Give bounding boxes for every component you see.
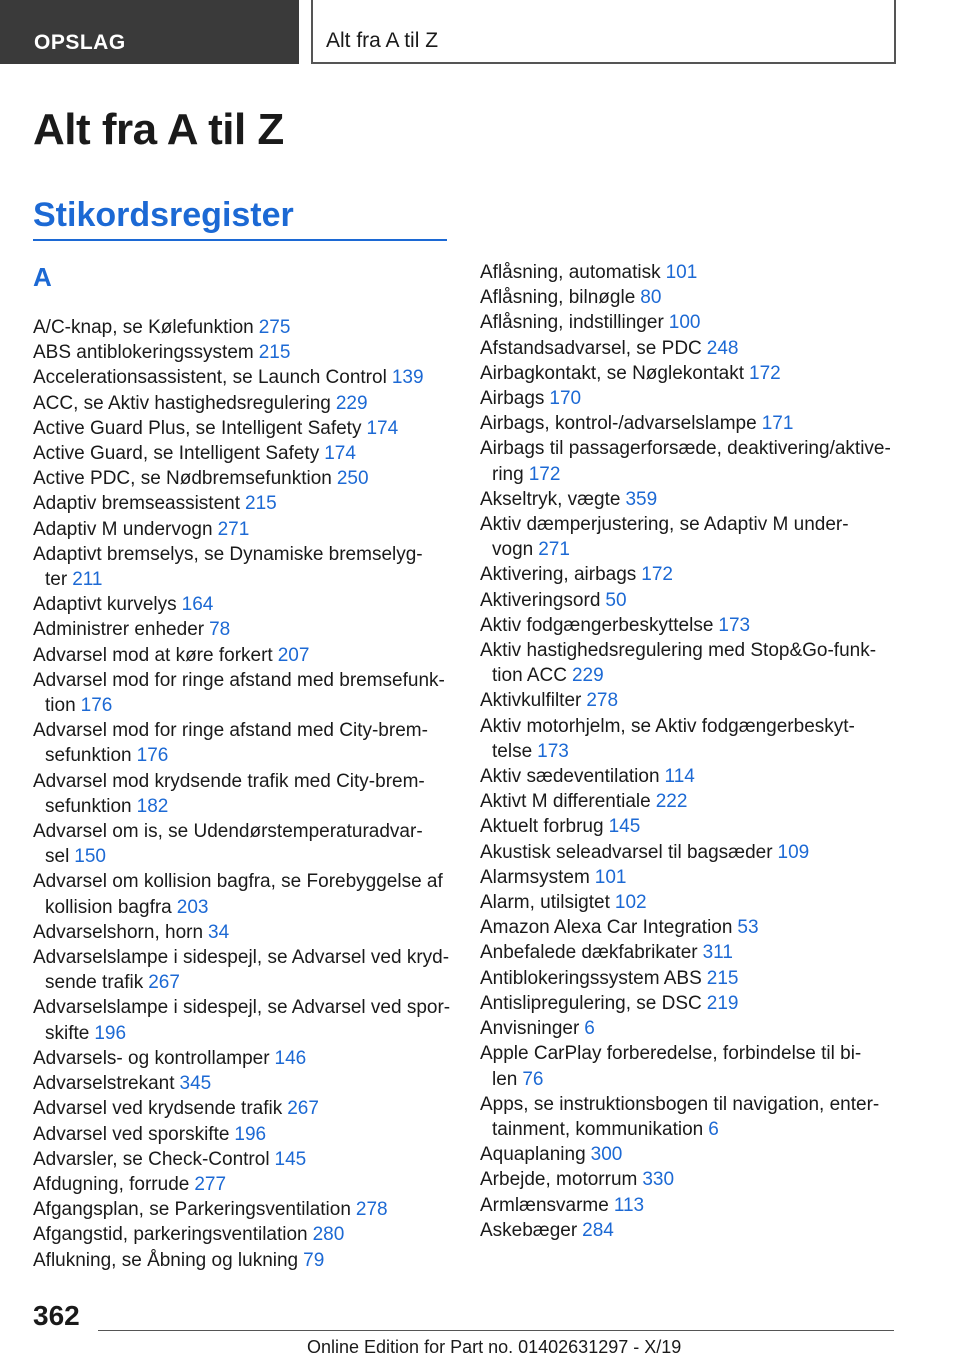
index-entry <box>480 285 900 310</box>
page-number: 362 <box>33 1300 80 1331</box>
page-reference-link[interactable]: 6 <box>584 1018 595 1040</box>
index-entry-text: Aktiveringsord <box>480 589 601 611</box>
index-entry-text: Aquaplaning <box>480 1144 586 1166</box>
index-entry-text: Aktivkulfilter <box>480 690 582 712</box>
index-entry-text: ter <box>45 569 68 591</box>
index-entry <box>33 1046 453 1071</box>
page-reference-link[interactable]: 109 <box>777 841 810 863</box>
index-entry <box>33 1071 453 1096</box>
index-entry-text: ABS antiblokeringssystem <box>33 342 254 364</box>
index-entry-text: Anvisninger <box>480 1018 580 1040</box>
page-reference-link[interactable]: 196 <box>234 1123 267 1145</box>
index-entry-text: Armlænsvarme <box>480 1194 609 1216</box>
index-entry-text: Adaptiv M undervogn <box>33 518 213 540</box>
index-entry <box>33 365 453 390</box>
index-entry <box>33 668 453 718</box>
page-reference-link[interactable]: 146 <box>274 1047 307 1069</box>
index-entry <box>480 1167 900 1192</box>
index-entry <box>33 1172 453 1197</box>
index-entry-text: sende trafik <box>45 972 144 994</box>
index-entry-text: Airbags, kontrol-/advarselslampe <box>480 413 757 435</box>
page-reference-link[interactable]: 215 <box>245 493 277 515</box>
index-entry-text: Airbags <box>480 388 545 410</box>
index-entry-text: Aflåsning, indstillinger <box>480 312 664 334</box>
index-entry <box>480 588 900 613</box>
index-entry-text: Active Guard, se Intelligent Safety <box>33 443 320 465</box>
index-entry <box>480 512 900 562</box>
index-entry <box>480 1092 900 1142</box>
index-entry-text: Aflukning, se Åbning og lukning <box>33 1249 299 1271</box>
page-reference-link[interactable]: 172 <box>641 564 673 586</box>
index-entry <box>480 991 900 1016</box>
page-reference-link[interactable]: 139 <box>391 367 424 389</box>
index-entry <box>480 966 900 991</box>
index-entry <box>33 819 453 869</box>
index-entry-text: Advarsel mod at køre forkert <box>33 644 273 666</box>
index-entry-text: tainment, kommunikation <box>492 1118 704 1140</box>
index-entry <box>480 336 900 361</box>
index-entry-text: Arbejde, motorrum <box>480 1169 638 1191</box>
index-entry-text: Aktiv sædeventilation <box>480 766 660 788</box>
index-entry-text: Adaptivt kurvelys <box>33 594 177 616</box>
index-entry-text: Antiblokeringssystem ABS <box>480 967 702 989</box>
index-entry-text: Advarsel ved krydsende trafik <box>33 1098 283 1120</box>
page-reference-link[interactable]: 145 <box>608 816 641 838</box>
page-reference-link[interactable]: 311 <box>702 942 733 964</box>
page-reference-link[interactable]: 278 <box>355 1199 388 1221</box>
index-entry <box>33 869 453 919</box>
page-reference-link[interactable]: 267 <box>148 972 180 994</box>
index-entry <box>33 718 453 768</box>
index-entry <box>33 1248 453 1273</box>
page-reference-link[interactable]: 203 <box>176 896 209 918</box>
page-reference-link[interactable]: 172 <box>749 362 781 384</box>
index-column-right <box>480 260 900 1243</box>
index-letter-heading: A <box>33 262 52 292</box>
index-entry <box>480 1193 900 1218</box>
index-entry <box>480 688 900 713</box>
page-reference-link[interactable]: 172 <box>528 463 561 485</box>
index-entry-text: Advarsel mod for ringe afstand med bremsefunk- <box>33 669 445 691</box>
index-column-left <box>33 315 453 1273</box>
page-reference-link[interactable]: 78 <box>209 619 231 641</box>
index-entry <box>33 1147 453 1172</box>
index-entry <box>480 1142 900 1167</box>
index-entry-text: Alarmsystem <box>480 866 590 888</box>
index-entry-text: Amazon Alexa Car Integration <box>480 917 733 939</box>
index-entry-text: Aflåsning, bilnøgle <box>480 287 636 309</box>
index-entry-text: Airbagkontakt, se Nøglekontakt <box>480 362 745 384</box>
index-entry-text: Administrer enheder <box>33 619 205 641</box>
page-reference-link[interactable]: 215 <box>706 967 739 989</box>
index-entry-text: Akustisk seleadvarsel til bagsæder <box>480 841 773 863</box>
index-entry-text: Aktiv hastighedsregulering med Stop&Go-funk- <box>480 640 877 662</box>
page-reference-link[interactable]: 173 <box>537 740 569 762</box>
index-entry-text: Active Guard Plus, se Intelligent Safety <box>33 417 362 439</box>
footer-divider <box>98 1330 894 1331</box>
page-reference-link[interactable]: 170 <box>549 388 582 410</box>
page-reference-link[interactable]: 211 <box>72 569 103 591</box>
page-reference-link[interactable]: 280 <box>312 1224 345 1246</box>
index-entry <box>480 638 900 688</box>
index-entry-text: tion ACC <box>492 665 567 687</box>
page-reference-link[interactable]: 102 <box>614 892 647 914</box>
index-entry-text: Aktiv dæmperjustering, se Adaptiv M under- <box>480 514 849 536</box>
index-entry <box>33 517 453 542</box>
page-reference-link[interactable]: 174 <box>324 443 356 465</box>
section-tab: OPSLAG <box>0 0 299 64</box>
index-entry <box>480 814 900 839</box>
page-reference-link[interactable]: 164 <box>181 594 214 616</box>
page-reference-link[interactable]: 207 <box>277 644 310 666</box>
index-entry <box>33 416 453 441</box>
index-entry <box>480 865 900 890</box>
index-entry-text: Aktiv motorhjelm, se Aktiv fodgængerbeskyt- <box>480 715 855 737</box>
page-reference-link[interactable]: 101 <box>594 866 627 888</box>
page-reference-link[interactable]: 150 <box>74 846 106 868</box>
index-entry-text: telse <box>492 740 533 762</box>
index-entry-text: Airbags til passagerforsæde, deaktivering/aktive- <box>480 438 891 460</box>
index-entry-text: Aktivering, airbags <box>480 564 637 586</box>
index-entry-text: sefunktion <box>45 745 132 767</box>
page-reference-link[interactable]: 271 <box>217 518 250 540</box>
index-entry-text: Afstandsadvarsel, se PDC <box>480 337 702 359</box>
page-reference-link[interactable]: 114 <box>664 766 695 788</box>
page-reference-link[interactable]: 359 <box>625 488 658 510</box>
index-entry <box>480 915 900 940</box>
index-entry <box>33 769 453 819</box>
index-entry <box>480 436 900 486</box>
page-reference-link[interactable]: 300 <box>590 1144 623 1166</box>
page-reference-link[interactable]: 196 <box>94 1022 127 1044</box>
index-entry <box>480 714 900 764</box>
index-entry <box>480 310 900 335</box>
page-reference-link[interactable]: 100 <box>668 312 701 334</box>
index-entry-text: tion <box>45 695 76 717</box>
index-entry <box>33 315 453 340</box>
index-entry-text: Advarsels- og kontrollamper <box>33 1047 270 1069</box>
section-divider <box>33 239 447 241</box>
index-entry-text: Adaptivt bremselys, se Dynamiske bremselyg- <box>33 543 423 565</box>
index-entry <box>33 1122 453 1147</box>
index-entry-text: vogn <box>492 539 534 561</box>
page-reference-link[interactable]: 176 <box>136 745 169 767</box>
page-reference-link[interactable]: 173 <box>718 614 751 636</box>
index-entry <box>33 391 453 416</box>
page-reference-link[interactable]: 278 <box>586 690 619 712</box>
index-entry-text: Advarselshorn, horn <box>33 921 204 943</box>
page-reference-link[interactable]: 6 <box>708 1118 719 1140</box>
index-entry <box>480 789 900 814</box>
index-entry <box>33 1197 453 1222</box>
index-entry <box>33 542 453 592</box>
index-entry <box>480 1016 900 1041</box>
index-entry-text: Advarselstrekant <box>33 1073 175 1095</box>
index-entry-text: Anbefalede dækfabrikater <box>480 942 698 964</box>
index-entry <box>33 441 453 466</box>
index-entry-text: len <box>492 1068 518 1090</box>
index-entry <box>33 1096 453 1121</box>
index-entry <box>33 1222 453 1247</box>
index-entry-text: Apple CarPlay forberedelse, forbindelse til bi- <box>480 1043 862 1065</box>
page-reference-link[interactable]: 145 <box>274 1148 307 1170</box>
index-entry-text: Advarsel mod krydsende trafik med City-brem- <box>33 770 425 792</box>
index-entry-text: Advarselslampe i sidespejl, se Advarsel ved spor- <box>33 997 451 1019</box>
page-reference-link[interactable]: 53 <box>737 917 759 939</box>
index-entry <box>480 1218 900 1243</box>
page-reference-link[interactable]: 50 <box>605 589 627 611</box>
index-entry-text: ACC, se Aktiv hastighedsregulering <box>33 392 331 414</box>
index-entry-text: Aktuelt forbrug <box>480 816 604 838</box>
index-entry-text: Afgangsplan, se Parkeringsventilation <box>33 1199 351 1221</box>
page-reference-link[interactable]: 345 <box>179 1073 212 1095</box>
index-entry <box>480 361 900 386</box>
index-entry-text: Advarsel om is, se Udendørstemperaturadvar- <box>33 821 423 843</box>
index-entry-text: sefunktion <box>45 795 132 817</box>
page-reference-link[interactable]: 275 <box>258 317 291 338</box>
index-entry-text: Askebæger <box>480 1219 578 1241</box>
page-reference-link[interactable]: 222 <box>655 791 688 813</box>
page-reference-link[interactable]: 248 <box>706 337 739 359</box>
page-reference-link[interactable]: 76 <box>522 1068 544 1090</box>
section-title: Stikordsregister <box>33 196 294 234</box>
page-reference-link[interactable]: 267 <box>287 1098 319 1120</box>
page-reference-link[interactable]: 79 <box>303 1249 325 1271</box>
index-entry <box>480 1041 900 1091</box>
index-entry <box>480 260 900 285</box>
page-reference-link[interactable]: 219 <box>706 992 739 1014</box>
index-entry-text: Advarsel om kollision bagfra, se Forebyggelse af <box>33 871 443 893</box>
index-entry-text: Advarsel mod for ringe afstand med City-brem- <box>33 720 428 742</box>
index-entry <box>480 562 900 587</box>
breadcrumb: Alt fra A til Z <box>311 0 896 64</box>
index-entry-text: Antislipregulering, se DSC <box>480 992 702 1014</box>
page-reference-link[interactable]: 176 <box>80 695 113 717</box>
page-reference-link[interactable]: 34 <box>208 921 230 943</box>
index-entry <box>33 491 453 516</box>
page-reference-link[interactable]: 182 <box>136 795 169 817</box>
index-entry <box>33 643 453 668</box>
page-reference-link[interactable]: 271 <box>538 539 570 561</box>
index-entry <box>33 920 453 945</box>
index-entry <box>33 592 453 617</box>
index-entry <box>480 764 900 789</box>
index-entry-text: sel <box>45 846 70 868</box>
page-reference-link[interactable]: 284 <box>582 1219 614 1241</box>
page-reference-link[interactable]: 101 <box>665 262 698 283</box>
index-entry-text: Adaptiv bremseassistent <box>33 493 240 515</box>
index-entry-text: skifte <box>45 1022 90 1044</box>
index-entry <box>480 840 900 865</box>
footer-edition: Online Edition for Part no. 01402631297 - X/19 <box>307 1337 682 1357</box>
index-entry-text: Advarsel ved sporskifte <box>33 1123 230 1145</box>
page-reference-link[interactable]: 215 <box>258 342 291 364</box>
index-entry <box>33 945 453 995</box>
index-entry-text: Aflåsning, automatisk <box>480 262 661 283</box>
index-entry-text: Apps, se instruktionsbogen til navigation, enter- <box>480 1093 880 1115</box>
index-entry-text: kollision bagfra <box>45 896 172 918</box>
page-reference-link[interactable]: 171 <box>761 413 794 435</box>
page-reference-link[interactable]: 80 <box>640 287 662 309</box>
index-entry <box>33 995 453 1045</box>
page-title: Alt fra A til Z <box>33 105 284 154</box>
page-reference-link[interactable]: 174 <box>366 417 399 439</box>
index-entry-text: A/C-knap, se Kølefunktion <box>33 317 254 338</box>
page-reference-link[interactable]: 330 <box>642 1169 675 1191</box>
index-entry <box>480 411 900 436</box>
index-entry-text: Alarm, utilsigtet <box>480 892 610 914</box>
index-entry-text: Afgangstid, parkeringsventilation <box>33 1224 308 1246</box>
page-reference-link[interactable]: 277 <box>194 1173 227 1195</box>
page-reference-link[interactable]: 229 <box>335 392 368 414</box>
index-entry-text: Aktivt M differentiale <box>480 791 651 813</box>
index-entry <box>33 340 453 365</box>
page-reference-link[interactable]: 229 <box>571 665 604 687</box>
index-entry <box>480 890 900 915</box>
index-entry-text: Active PDC, se Nødbremsefunktion <box>33 468 332 490</box>
page-reference-link[interactable]: 113 <box>613 1194 645 1216</box>
index-entry <box>33 617 453 642</box>
index-entry-text: Akseltryk, vægte <box>480 488 621 510</box>
index-entry-text: Accelerationsassistent, se Launch Control <box>33 367 387 389</box>
index-entry <box>480 940 900 965</box>
index-entry-text: ring <box>492 463 524 485</box>
index-entry-text: Advarsler, se Check-Control <box>33 1148 270 1170</box>
index-entry-text: Afdugning, forrude <box>33 1173 190 1195</box>
index-entry <box>480 487 900 512</box>
index-entry <box>33 466 453 491</box>
index-entry-text: Advarselslampe i sidespejl, se Advarsel ved kryd- <box>33 947 450 969</box>
index-entry-text: Aktiv fodgængerbeskyttelse <box>480 614 714 636</box>
index-entry <box>480 613 900 638</box>
page-reference-link[interactable]: 250 <box>336 468 369 490</box>
index-entry <box>480 386 900 411</box>
